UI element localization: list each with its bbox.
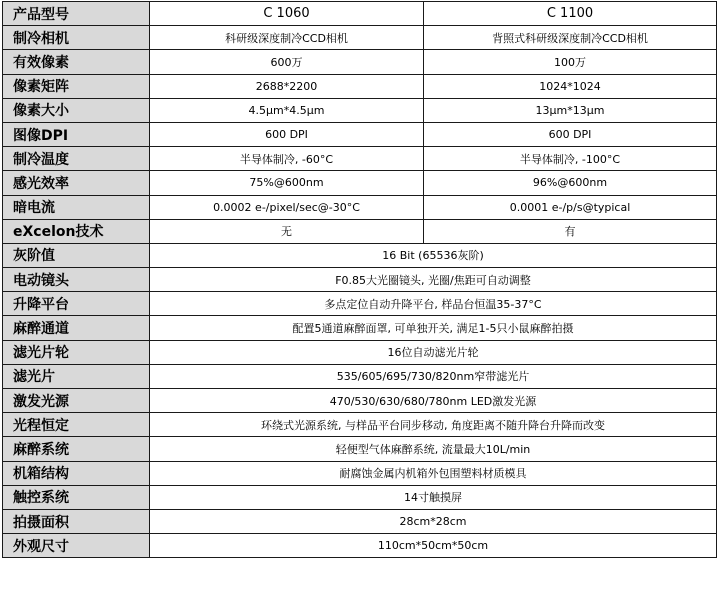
spec-label: 外观尺寸 — [3, 534, 150, 558]
spec-label: 暗电流 — [3, 195, 150, 219]
spec-label: 制冷温度 — [3, 147, 150, 171]
spec-row — [3, 26, 717, 50]
spec-label: 制冷相机 — [3, 26, 150, 50]
spec-row — [3, 147, 717, 171]
spec-value-b: 100万 — [424, 50, 717, 74]
spec-row — [3, 389, 717, 413]
spec-value-a: 科研级深度制冷CCD相机 — [150, 26, 424, 50]
spec-label: 电动镜头 — [3, 268, 150, 292]
spec-value-shared: 多点定位自动升降平台, 样品台恒温35-37°C — [150, 292, 717, 316]
spec-row — [3, 219, 717, 243]
spec-label: 像素矩阵 — [3, 74, 150, 98]
spec-row — [3, 437, 717, 461]
spec-value-a: 4.5μm*4.5μm — [150, 98, 424, 122]
spec-row — [3, 171, 717, 195]
spec-row — [3, 50, 717, 74]
spec-value-a: 75%@600nm — [150, 171, 424, 195]
spec-label: 图像DPI — [3, 122, 150, 146]
spec-row — [3, 74, 717, 98]
spec-label: 麻醉通道 — [3, 316, 150, 340]
spec-value-shared: 环绕式光源系统, 与样品平台同步移动, 角度距离不随升降台升降而改变 — [150, 413, 717, 437]
spec-label: 光程恒定 — [3, 413, 150, 437]
spec-value-shared: 轻便型气体麻醉系统, 流量最大10L/min — [150, 437, 717, 461]
spec-value-a: 600万 — [150, 50, 424, 74]
spec-label: 激发光源 — [3, 389, 150, 413]
spec-row — [3, 509, 717, 533]
spec-value-shared: 470/530/630/680/780nm LED激发光源 — [150, 389, 717, 413]
spec-label: 灰阶值 — [3, 243, 150, 267]
spec-value-a: 600 DPI — [150, 122, 424, 146]
spec-value-b: 1024*1024 — [424, 74, 717, 98]
model-a-name: C 1060 — [150, 2, 424, 26]
spec-table — [2, 1, 717, 558]
spec-value-a: 0.0002 e-/pixel/sec@-30°C — [150, 195, 424, 219]
spec-value-b: 96%@600nm — [424, 171, 717, 195]
spec-value-shared: 16 Bit (65536灰阶) — [150, 243, 717, 267]
spec-value-b: 13μm*13μm — [424, 98, 717, 122]
spec-row — [3, 485, 717, 509]
spec-value-shared: 110cm*50cm*50cm — [150, 534, 717, 558]
spec-row — [3, 413, 717, 437]
spec-label: 感光效率 — [3, 171, 150, 195]
spec-row — [3, 98, 717, 122]
spec-value-b: 0.0001 e-/p/s@typical — [424, 195, 717, 219]
spec-label: 升降平台 — [3, 292, 150, 316]
spec-value-shared: 配置5通道麻醉面罩, 可单独开关, 满足1-5只小鼠麻醉拍摄 — [150, 316, 717, 340]
spec-value-shared: 535/605/695/730/820nm窄带滤光片 — [150, 364, 717, 388]
header-row — [3, 2, 717, 26]
spec-label: eXcelon技术 — [3, 219, 150, 243]
model-b-name: C 1100 — [424, 2, 717, 26]
spec-row — [3, 316, 717, 340]
spec-row — [3, 461, 717, 485]
spec-row — [3, 340, 717, 364]
spec-value-b: 半导体制冷, -100°C — [424, 147, 717, 171]
spec-row — [3, 534, 717, 558]
spec-value-shared: 耐腐蚀金属内机箱外包围塑料材质模具 — [150, 461, 717, 485]
spec-value-shared: F0.85大光圈镜头, 光圈/焦距可自动调整 — [150, 268, 717, 292]
spec-label: 像素大小 — [3, 98, 150, 122]
header-label: 产品型号 — [3, 2, 150, 26]
spec-label: 机箱结构 — [3, 461, 150, 485]
spec-value-b: 有 — [424, 219, 717, 243]
spec-value-a: 2688*2200 — [150, 74, 424, 98]
spec-row — [3, 195, 717, 219]
spec-label: 有效像素 — [3, 50, 150, 74]
spec-label: 麻醉系统 — [3, 437, 150, 461]
spec-row — [3, 364, 717, 388]
spec-label: 滤光片 — [3, 364, 150, 388]
spec-row — [3, 122, 717, 146]
spec-value-a: 无 — [150, 219, 424, 243]
spec-value-b: 600 DPI — [424, 122, 717, 146]
spec-row — [3, 243, 717, 267]
spec-label: 拍摄面积 — [3, 509, 150, 533]
spec-value-a: 半导体制冷, -60°C — [150, 147, 424, 171]
spec-row — [3, 268, 717, 292]
spec-label: 触控系统 — [3, 485, 150, 509]
spec-value-shared: 14寸触摸屏 — [150, 485, 717, 509]
spec-value-shared: 16位自动滤光片轮 — [150, 340, 717, 364]
spec-value-shared: 28cm*28cm — [150, 509, 717, 533]
spec-row — [3, 292, 717, 316]
spec-value-b: 背照式科研级深度制冷CCD相机 — [424, 26, 717, 50]
spec-label: 滤光片轮 — [3, 340, 150, 364]
